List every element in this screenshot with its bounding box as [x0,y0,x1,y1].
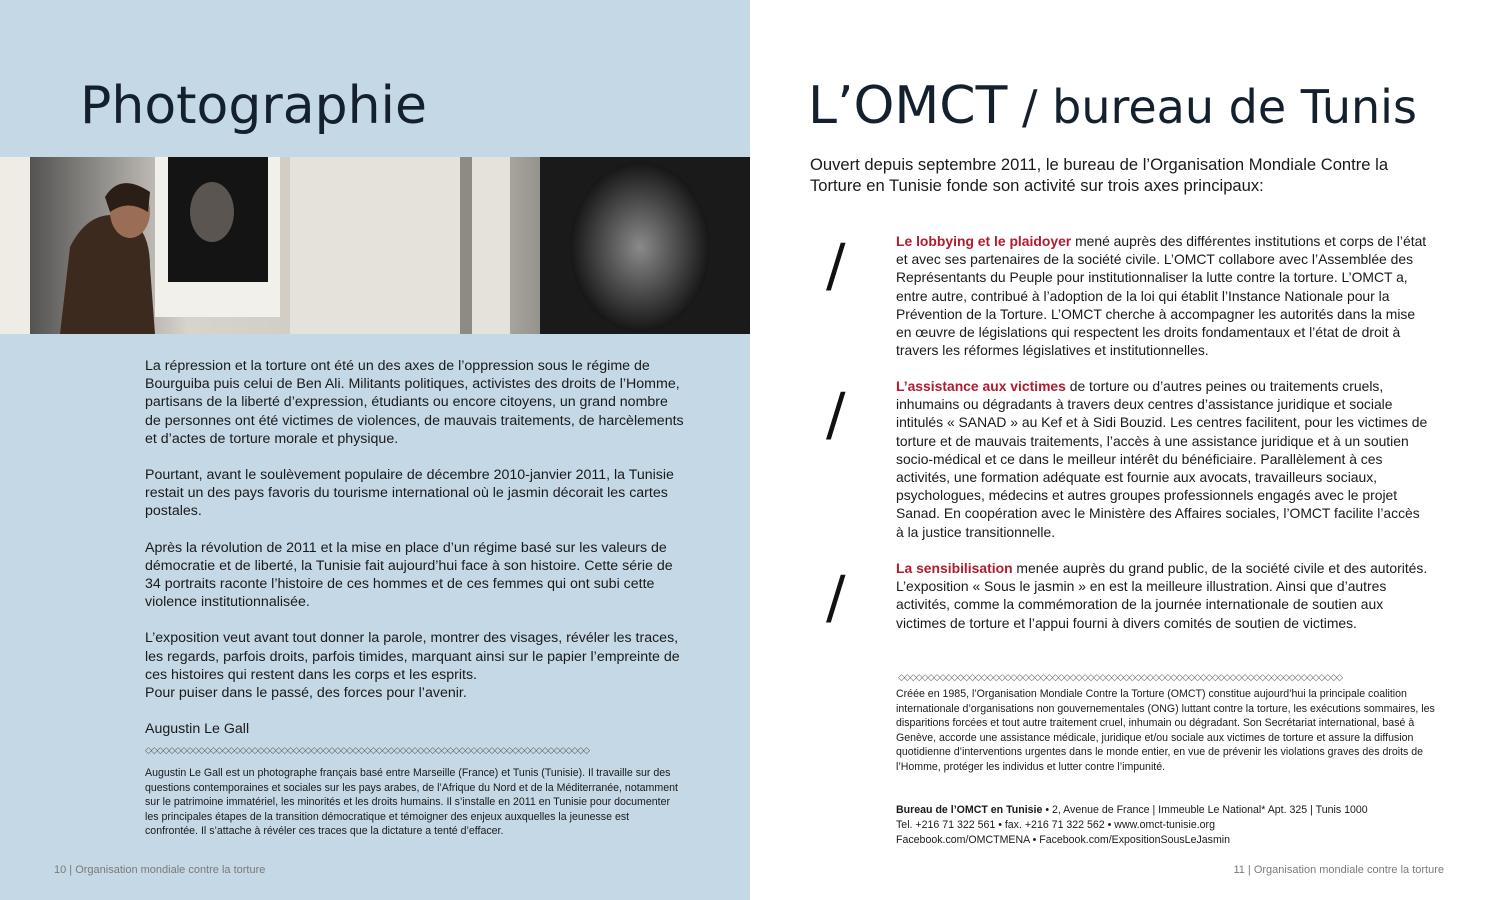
axis-text: menée auprès du grand public, de la société civile et des autorités. L’exposition « Sous le jasmin » en est la meilleure illustration. Ainsi que d’autres activités, comme la commémoration de la journée internationale de soutien aux victimes de torture et l’appui fourni à divers comités de soutien de victimes. [896,560,1428,631]
author-name: Augustin Le Gall [145,721,250,738]
paragraph: La répression et la torture ont été un des axes de l’oppression sous le régime de Bourguiba puis celui de Ben Ali. Militants politiques, activistes des droits de l’Homme, partisans de la liberté d’expression, étudiants ou encore citoyens, un grand nombre de personnes ont été victimes de violences, de mauvais traitements, de harcèlements et d’actes de torture morale et physique. [145,358,684,447]
left-body-text [145,357,685,756]
page-footer: 10 | Organisation mondiale contre la torture [54,864,266,876]
axis-item [896,377,1430,541]
slash-marker: / [826,380,846,448]
axis-highlight: Le lobbying et le plaidoyer [896,233,1072,249]
exhibition-photo-illustration [0,157,750,334]
omct-description: Créée en 1985, l’Organisation Mondiale Contre la Torture (OMCT) constitue aujourd’hui la principale coalition internationale d’organisations non gouvernementales (ONG) luttant contre la torture, les exécutions sommaires, les disparitions forcées et tout autre traitement cruel, inhumain ou dégradant. Son Secrétariat international, basé à Genève, accorde une assistance médicale, juridique et/ou sociale aux victimes de torture et assure la diffusion quotidienne d’interventions urgentes dans le monde entier, en vue de prévenir les violations graves des droits de l’Homme, protéger les individus et lutter contre l’impunité. [896,688,1435,773]
slash-marker: / [826,563,846,631]
intro-text: Ouvert depuis septembre 2011, le bureau de l’Organisation Mondiale Contre la Torture en Tunisie fonde son activité sur trois axes principaux: [810,155,1389,195]
paragraph: Pour puiser dans le passé, des forces pour l’avenir. [145,685,467,702]
slash-marker: / [826,231,846,299]
contact-block [896,803,1436,848]
contact-social: Facebook.com/OMCTMENA • Facebook.com/ExpositionSousLeJasmin [896,834,1231,846]
contact-address: • 2, Avenue de France | Immeuble Le National* Apt. 325 | Tunis 1000 [1042,804,1368,816]
paragraph: Pourtant, avant le soulèvement populaire de décembre 2010-janvier 2011, la Tunisie restait un des pays favoris du tourisme international où le jasmin décorait les cartes postales. [145,467,674,520]
contact-address-line [896,803,1436,818]
axis-text: mené auprès des différentes institutions et corps de l’état et avec ses partenaires de la société civile. L’OMCT collabore avec l’Assemblée des Représentants du Peuple pour institutionnaliser la lutte contre la torture. L’OMCT a, entre autre, contribué à l’adoption de la loi qui établit l’Instance Nationale pour la Prévention de la Torture. L’OMCT cherche à accompagner les autorités dans la mise en œuvre de législations qui respectent les droits fondamentaux et l’état de droit à travers les réformes législatives et institutionnelles. [896,233,1427,359]
paragraph: L’exposition veut avant tout donner la parole, montrer des visages, révéler les traces, les regards, parfois droits, parfois timides, marquant ainsi sur le papier l’empreinte de ces histoires qui restent dans les corps et les esprits. [145,630,680,683]
axis-highlight: La sensibilisation [896,560,1013,576]
diamond-divider: ◇◇◇◇◇◇◇◇◇◇◇◇◇◇◇◇◇◇◇◇◇◇◇◇◇◇◇◇◇◇◇◇◇◇◇◇◇◇◇◇◇◇◇◇◇◇◇◇◇◇◇◇◇◇◇◇◇◇◇◇◇◇◇◇◇◇◇◇◇◇◇◇◇◇◇ [898,672,1343,682]
page-footer: 11 | Organisation mondiale contre la torture [1233,864,1444,876]
page-title: Photographie [80,76,427,136]
title-main: L’OMCT [808,76,1008,136]
photographer-bio: Augustin Le Gall est un photographe français basé entre Marseille (France) et Tunis (Tunisie). Il travaille sur des questions contemporaines et sociales sur les pays arabes, de l’Afrique du Nord et de la Méditerranée, notamment sur le patrimoine immatériel, les minorités et les droits humains. Il s’installe en 2011 en Tunisie pour documenter les principales étapes de la transition démocratique et témoigner des enjeux auxquelles la jeunesse est confrontée. Il s’attache à révéler ces traces que la dictature a tenté d’effacer. [145,767,678,838]
axis-text: de torture ou d’autres peines ou traitements cruels, inhumains ou dégradants à travers deux centres d’assistance juridique et sociale intitulés « SANAD » au Kef et à Sidi Bouzid. Les centres facilitent, pour les victimes de torture et de mauvais traitements, l’accès à une assistance juridique et à un soutien socio-médical et ce dans le meilleur intérêt du bénéficiaire. Parallèlement à ces activités, une formation adéquate est fournie aux avocats, travailleurs sociaux, psychologues, médecins et autres groupes professionnels engagés avec le projet Sanad. En coopération avec le Ministère des Affaires sociales, l’OMCT facilite l’accès à la justice transitionnelle. [896,378,1428,540]
contact-name: Bureau de l’OMCT en Tunisie [896,804,1043,816]
exhibition-photo [0,157,750,334]
paragraph: Après la révolution de 2011 et la mise en place d’un régime basé sur les valeurs de démocratie et de liberté, la Tunisie fait aujourd’hui face à son histoire. Cette série de 34 portraits raconte l’histoire de ces hommes et de ces femmes qui ont subi cette violence institutionnalisée. [145,539,673,611]
diamond-divider: ◇◇◇◇◇◇◇◇◇◇◇◇◇◇◇◇◇◇◇◇◇◇◇◇◇◇◇◇◇◇◇◇◇◇◇◇◇◇◇◇◇◇◇◇◇◇◇◇◇◇◇◇◇◇◇◇◇◇◇◇◇◇◇◇◇◇◇◇◇◇◇◇◇◇◇ [145,745,590,755]
axis-item [896,559,1430,632]
axis-highlight: L’assistance aux victimes [896,378,1066,394]
contact-phone: Tel. +216 71 322 561 • fax. +216 71 322 562 • www.omct-tunisie.org [896,819,1215,831]
axis-item [896,232,1430,359]
right-page [750,0,1500,900]
title-sub: / bureau de Tunis [1007,80,1417,134]
page-title [808,76,1417,136]
